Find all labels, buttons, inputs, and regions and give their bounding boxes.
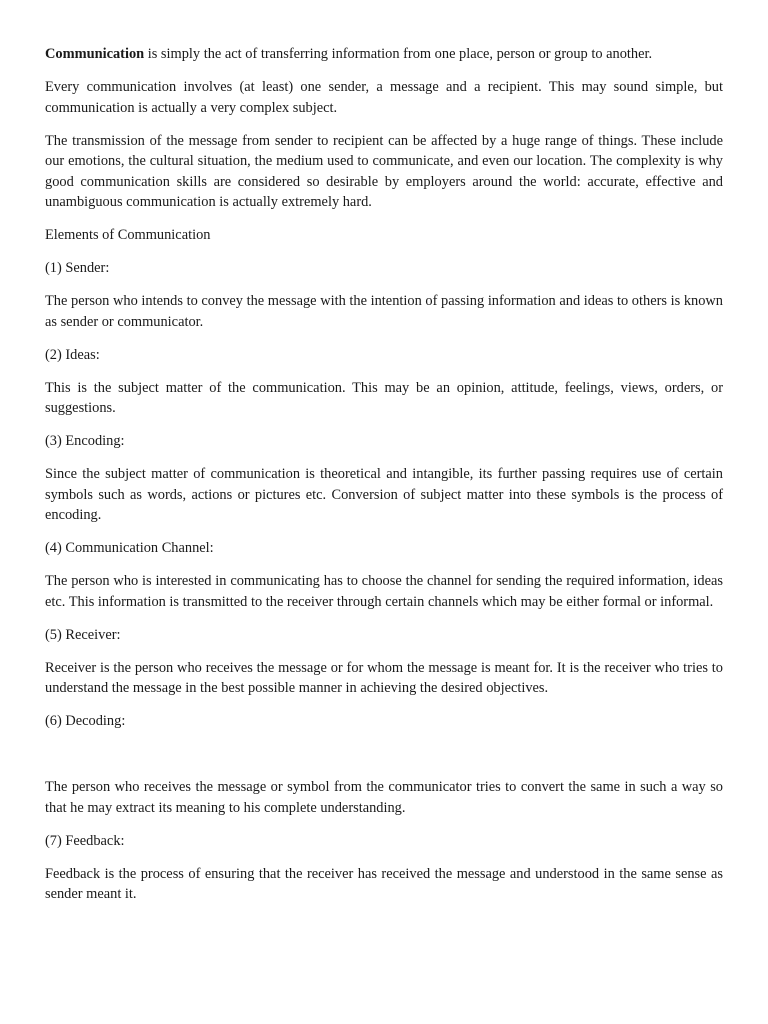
- blank-gap: [45, 744, 723, 777]
- element-body-ideas: This is the subject matter of the communication. This may be an opinion, attitude, feelings, views, orders, or suggestions.: [45, 379, 723, 416]
- section-title: Elements of Communication: [45, 227, 211, 243]
- element-body-encoding: Since the subject matter of communication is theoretical and intangible, its further passing requires use of certain symbols such as words, actions or pictures etc. Conversion of subject matter into these symbols is the process of encoding.: [45, 466, 723, 523]
- element-body-sender: The person who intends to convey the message with the intention of passing information and ideas to others is known as sender or communicator.: [45, 293, 723, 330]
- intro-paragraph: [45, 44, 723, 65]
- paragraph-2: Every communication involves (at least) one sender, a message and a recipient. This may sound simple, but communication is actually a very complex subject.: [45, 79, 723, 116]
- intro-text: is simply the act of transferring information from one place, person or group to another.: [144, 46, 653, 62]
- paragraph-3: The transmission of the message from sender to recipient can be affected by a huge range of things. These include our emotions, the cultural situation, the medium used to communicate, and even our location. The complexity is why good communication skills are considered so desirable by employers around the world: accurate, effective and unambiguous communication is actually extremely hard.: [45, 132, 723, 210]
- element-heading-ideas: (2) Ideas:: [45, 346, 100, 363]
- intro-term: Communication: [45, 46, 145, 62]
- element-heading-channel: (4) Communication Channel:: [45, 540, 214, 556]
- element-body-feedback: Feedback is the process of ensuring that the receiver has received the message and understood in the same sense as sender meant it.: [45, 865, 723, 902]
- element-body-decoding: The person who receives the message or symbol from the communicator tries to convert the same in such a way so that he may extract its meaning to his complete understanding.: [45, 779, 723, 816]
- element-heading-encoding: (3) Encoding:: [45, 433, 125, 449]
- element-heading-decoding: (6) Decoding:: [45, 713, 126, 729]
- element-heading-feedback: (7) Feedback:: [45, 832, 125, 849]
- element-body-channel: The person who is interested in communicating has to choose the channel for sending the required information, ideas etc. This information is transmitted to the receiver through certain channels which may be either formal or informal.: [45, 573, 723, 610]
- element-heading-receiver: (5) Receiver:: [45, 626, 121, 643]
- element-body-receiver: Receiver is the person who receives the message or for whom the message is meant for. It is the receiver who tries to understand the message in the best possible manner in achieving the desired objectives.: [45, 659, 723, 696]
- element-heading-sender: (1) Sender:: [45, 260, 110, 276]
